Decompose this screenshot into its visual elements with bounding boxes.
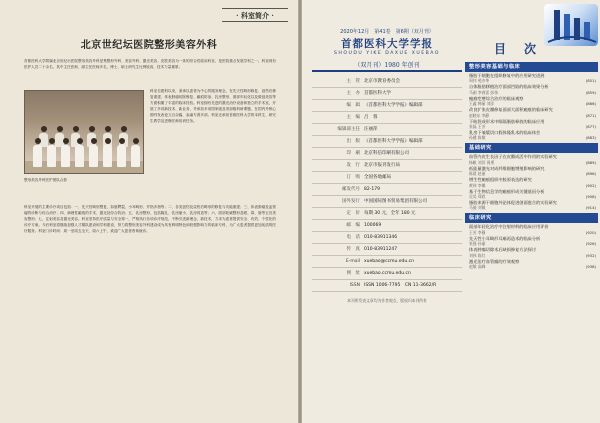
info-key: 印 刷	[346, 151, 360, 156]
side-paragraph: 科室自建科以来，秉承以患者为中心的服务理念，在先天性畸形修复、创伤后修复重建、体表肿瘤切除修复、瘢痕防治、乳房整形、面部年轻化以及微创美容等方面积累了丰富的临床经验。科室拥有先进的激光治疗设备和独立的手术室，开展了多项新技术、新业务，并承担多项国家级及省部级科研课题，在国内外核心期刊发表论文百余篇，参编专著多部。科室还承担首都医科大学的本科生、研究生教学及进修医师培训任务。	[150, 89, 276, 123]
info-value: 首都医科大学	[364, 91, 391, 96]
toc-entry-title: 增生性瘢痕组织中胶原表达的研究	[469, 177, 532, 183]
toc-entry-title: 血管内皮生长因子在皮瓣成活中作用的实验研究	[469, 154, 557, 160]
info-value: xuebao.ccmu.edu.cn	[364, 271, 411, 276]
toc-entry-page: (920)	[585, 229, 596, 235]
info-row	[312, 232, 462, 244]
masthead-info	[312, 76, 462, 414]
info-note: 本刊所发表文章均为作者观点，版权归本刊所有	[347, 298, 427, 303]
toc-entry[interactable]	[465, 223, 598, 234]
info-row	[312, 184, 462, 196]
info-row	[312, 280, 462, 292]
toc-section	[465, 62, 598, 140]
masthead-rule	[312, 70, 462, 72]
info-key: 订 购	[346, 175, 360, 180]
info-value: 北京科信印刷有限公司	[364, 151, 409, 156]
toc-entry-authors: 杨帆 刘洋 周勇	[469, 159, 495, 165]
info-value: ISSN 1006-7795 CN 11-3662/R	[364, 283, 437, 288]
toc-section-header: 整形美容基础与临床	[465, 62, 598, 72]
info-row	[312, 220, 462, 232]
right-page	[302, 0, 600, 423]
toc-entry-title: 脂肪来源干细胞外泌体促进创面愈合的实验研究	[469, 200, 557, 206]
toc-entry-title: 体表肿瘤切除术后缺损修复方法探讨	[469, 247, 537, 253]
info-value: 82-179	[364, 187, 380, 192]
journal-founded: （双月刊）1980 年创刊	[354, 62, 420, 69]
toc-section	[465, 213, 598, 269]
toc-entry-authors: 张强 孙丽	[469, 241, 486, 247]
info-key: 传 真	[346, 247, 360, 252]
info-value: 北京市教育委员会	[364, 79, 400, 84]
info-row	[312, 208, 462, 220]
toc-section-header: 基础研究	[465, 143, 598, 153]
left-page	[0, 0, 298, 423]
toc-entry-authors: 张磊 王芳	[469, 124, 486, 130]
info-value: 《首都医科大学学报》编辑部	[364, 139, 423, 144]
info-key: 国外发行	[342, 199, 360, 204]
toc-entry-page: (902)	[585, 182, 596, 188]
toc-entry-title: 乳房下皱襞切口假体隆乳术的临床体会	[469, 130, 541, 136]
info-value: 《首都医科大学学报》编辑部	[364, 103, 423, 108]
toc-section	[465, 143, 598, 210]
article-title: 北京世纪坛医院整形美容外科	[80, 40, 218, 51]
toc-entry[interactable]	[465, 176, 598, 187]
issue-line: 2020年12月 第41卷 第6期（双月刊）	[340, 29, 434, 35]
toc-entry-authors: 黄伟 李娜	[469, 182, 486, 188]
photo-caption: 整形美容外科医护团队合影	[24, 178, 68, 182]
toc-entry-title: 低能量激光对成纤维细胞增殖影响的研究	[469, 165, 545, 171]
info-value: 汪丽萍	[364, 127, 378, 132]
info-key: 发 行	[346, 163, 360, 168]
info-value: 中国国际图书贸易集团有限公司	[364, 199, 427, 204]
toc-entry[interactable]	[465, 188, 598, 199]
toc-entry-title: 自体脂肪移植治疗面部凹陷的临床效果分析	[469, 84, 549, 90]
toc-entry[interactable]	[465, 129, 598, 140]
toc-entry-authors: 马刚 李春雷 彭伟	[469, 89, 498, 95]
info-row	[312, 268, 462, 280]
intro-paragraph: 首都医科大学附属北京世纪坛医院整形美容外科是集整形外科、美容外科、激光美容、皮肤美容为一体的综合性临床科室，是医院重点发展学科之一。科室现有医护人员二十余名，其中主任医师、副主任医师多名，博士、硕士研究生比例较高，技术力量雄厚。	[24, 59, 276, 69]
toc-entry-page: (938)	[585, 264, 596, 270]
info-key: 电 话	[346, 235, 360, 240]
journal-pinyin: SHOUDU YIKE DAXUE XUEBAO	[334, 51, 440, 56]
info-key: E-mail	[345, 259, 360, 264]
toc-entry-page: (932)	[585, 252, 596, 258]
toc-entry-page: (896)	[585, 171, 596, 177]
toc-entry-page: (883)	[585, 135, 596, 141]
info-key: 主 办	[346, 91, 360, 96]
info-value: 010-83911346	[364, 235, 398, 240]
toc-entry-page: (866)	[585, 101, 596, 107]
info-key: 网 址	[346, 271, 360, 276]
toc-entry-authors: 赵晓东 李静	[469, 112, 490, 118]
toc-entry-authors: 周钊 苑亦华	[469, 78, 490, 84]
info-key: 出 版	[346, 139, 360, 144]
toc-entry-authors: 刘伟 陈红	[469, 252, 486, 258]
toc-entry-authors: 孙健 陈敏	[469, 135, 486, 141]
toc-entry[interactable]	[465, 199, 598, 210]
info-key: 主 编	[346, 115, 360, 120]
university-logo-icon	[544, 4, 598, 46]
info-key: 主 管	[346, 79, 360, 84]
toc-entry-page: (926)	[585, 241, 596, 247]
info-key: 邮 编	[346, 223, 360, 228]
toc-entry-title: 脂肪干细胞在组织修复中的应用研究进展	[469, 73, 545, 78]
info-key: ISSN	[349, 283, 360, 288]
toc-entry-title: 改良扩张皮瓣修复面部大面积瘢痕的临床研究	[469, 107, 553, 113]
toc-entry[interactable]	[465, 258, 598, 269]
toc-entry-authors: 马骏 刘敏	[469, 205, 486, 211]
team-photo	[24, 90, 144, 174]
toc-entry-meta	[469, 205, 596, 210]
toc-entry-page: (914)	[585, 205, 596, 211]
body-paragraph: 科室开展的主要诊疗项目包括：一、先天性畸形整复，如唇腭裂、小耳畸形、并指多指等；二、各类创伤及烧伤后畸形的修复与功能重建；三、体表肿瘤及血管瘤的诊断与综合治疗；四、病理性瘢痕的手术、激光及综合防治；五、乳房整形，包括隆乳、乳房缩小、乳房再造等；六、面部轮廓整形及眼、鼻、唇等五官美容整形；七、注射美容及激光美容。科室坚持医疗质量与安全第一，严格执行各项诊疗规范，不断引进新理念、新技术，力求为患者提供安全、有效、个性化的诊疗方案。今后科室将继续加强人才梯队建设和学科建设，努力将整形美容外科建设成为具有鲜明特色和较强影响力的临床专科，为广大患者提供更加优质的医疗服务。科室门诊时间：周一至周五全天，周六上午，欢迎广大患者咨询就诊。	[24, 205, 276, 233]
toc-entry-meta	[469, 135, 596, 140]
info-value: xuebao@ccmu.edu.cn	[364, 259, 414, 264]
toc-entry-page: (851)	[585, 78, 596, 84]
toc-entry[interactable]	[465, 153, 598, 164]
info-key: 邮发代号	[342, 187, 360, 192]
info-row	[312, 172, 462, 184]
toc-entry-title: 面部年轻化治疗中注射材料的临床应用评价	[469, 224, 549, 230]
toc-entry[interactable]	[465, 106, 598, 117]
toc-entry-page: (859)	[585, 89, 596, 95]
info-row	[312, 124, 462, 136]
toc-entry-authors: 王鑫 韩丽 刘洋	[469, 101, 495, 107]
info-value: 北京市报刊发行局	[364, 163, 400, 168]
toc-entry-page: (877)	[585, 124, 596, 130]
info-key: 编辑部主任	[337, 127, 360, 132]
toc-entry[interactable]	[465, 72, 598, 83]
info-value: 010-83911247	[364, 247, 398, 252]
info-row	[312, 244, 462, 256]
toc-entry-page: (871)	[585, 112, 596, 118]
toc-entry[interactable]	[465, 165, 598, 176]
toc-entry-authors: 王芳 李静	[469, 229, 486, 235]
toc-entry[interactable]	[465, 246, 598, 257]
info-value: 每期 30 元，全年 180 元	[364, 211, 416, 216]
toc-section-header: 临床研究	[465, 213, 598, 223]
toc-entry-title: 瘢痕疙瘩综合治疗的临床观察	[469, 95, 524, 101]
toc-entry[interactable]	[465, 118, 598, 129]
toc-entry[interactable]	[465, 95, 598, 106]
toc-entry-page: (908)	[585, 194, 596, 200]
toc-entry[interactable]	[465, 235, 598, 246]
toc-entry-title: 基于生物信息学的瘢痕形成关键基因分析	[469, 188, 545, 194]
info-row	[312, 100, 462, 112]
toc-entry-title: 下睑袋成形术中眶隔脂肪释放的临床应用	[469, 118, 545, 124]
section-tag: · 科室简介 ·	[222, 8, 288, 22]
info-value: 100069	[364, 223, 382, 228]
table-of-contents	[465, 62, 598, 418]
toc-entry-title: 激光治疗血管瘤的疗效观察	[469, 258, 520, 264]
toc-entry-authors: 陈晨 赵丽	[469, 171, 486, 177]
info-value: 全国各地邮局	[364, 175, 391, 180]
toc-entry-authors: 赵敏 高峰	[469, 264, 486, 270]
toc-entry-title: 先天性小耳畸形耳廓再造术的临床分析	[469, 235, 541, 241]
info-row	[312, 160, 462, 172]
info-row	[312, 88, 462, 100]
toc-entry-page: (889)	[585, 159, 596, 165]
toc-entry-authors: 吴昊 郑欣	[469, 194, 486, 200]
info-value: 吕 蓉	[364, 115, 378, 120]
toc-title: 目 次	[494, 42, 540, 56]
toc-entry[interactable]	[465, 83, 598, 94]
info-key: 编 辑	[346, 103, 360, 108]
info-row	[312, 196, 462, 208]
info-row	[312, 256, 462, 268]
info-row	[312, 136, 462, 148]
info-row	[312, 76, 462, 88]
info-key: 定 价	[346, 211, 360, 216]
info-row	[312, 112, 462, 124]
toc-entry-meta	[469, 264, 596, 269]
journal-title: 首都医科大学学报	[341, 38, 433, 50]
info-row	[312, 148, 462, 160]
